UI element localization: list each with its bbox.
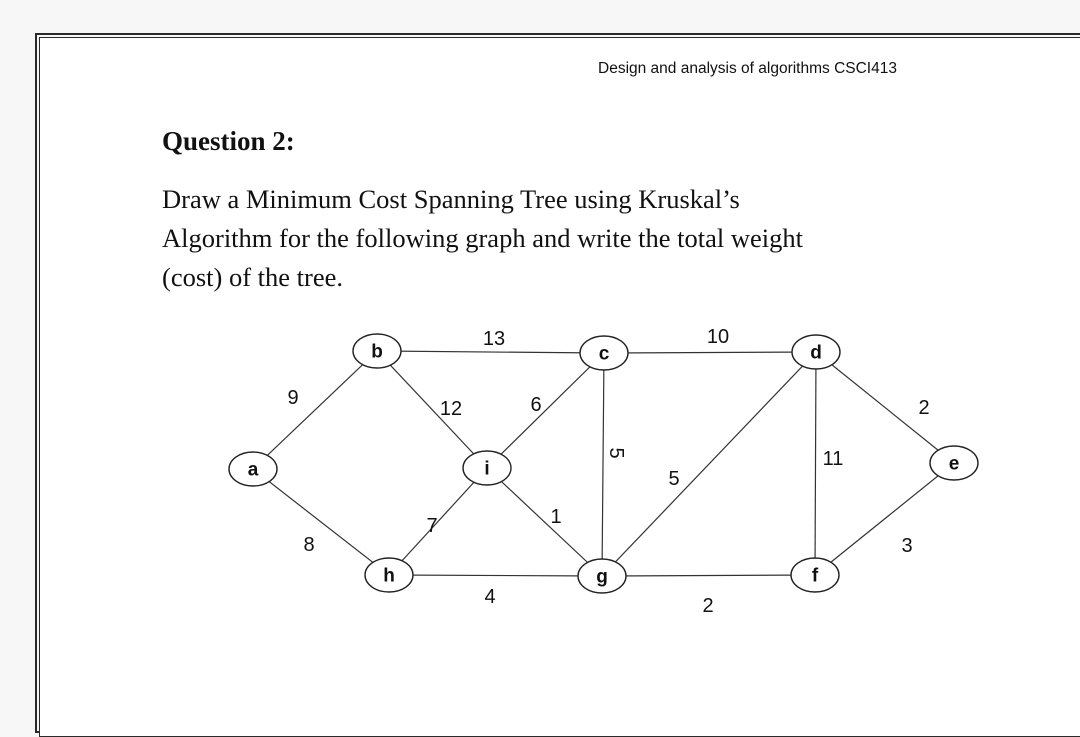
node-b — [353, 334, 401, 368]
edge-weight-d-f: 11 — [822, 448, 844, 470]
edge-h-i — [389, 468, 487, 575]
edge-c-d — [604, 352, 816, 353]
edge-a-h — [253, 469, 389, 575]
node-a-label: a — [247, 459, 259, 481]
edge-d-g — [602, 352, 816, 576]
prompt-line-3: (cost) of the tree. — [162, 262, 343, 292]
edge-weight-c-g: 5 — [605, 447, 627, 459]
edge-h-g — [389, 575, 602, 576]
node-g — [578, 559, 626, 593]
node-f — [791, 558, 839, 592]
edge-b-c — [377, 351, 604, 353]
node-f-label: f — [811, 565, 819, 587]
edge-weight-c-d: 10 — [706, 326, 730, 348]
node-d — [792, 335, 840, 369]
edge-c-g — [602, 353, 604, 576]
edge-weight-h-i: 7 — [426, 515, 438, 537]
node-i — [463, 451, 511, 485]
edge-d-e — [816, 352, 954, 463]
edge-weight-d-e: 2 — [918, 397, 930, 419]
course-header: Design and analysis of algorithms CSCI413 — [598, 60, 897, 77]
question-title: Question 2: — [162, 126, 295, 156]
node-i-label: i — [484, 458, 490, 480]
node-e — [930, 446, 978, 480]
node-h-label: h — [383, 565, 395, 587]
node-c — [580, 336, 628, 370]
edge-weight-c-i: 6 — [530, 394, 542, 416]
node-e-label: e — [948, 453, 960, 475]
prompt-line-2: Algorithm for the following graph and write the total weight — [162, 223, 804, 253]
node-a — [229, 452, 277, 486]
edge-weight-e-f: 3 — [901, 535, 913, 557]
edge-weight-a-b: 9 — [287, 387, 299, 409]
edge-b-i — [377, 351, 487, 468]
edge-d-f — [815, 352, 816, 575]
edge-g-f — [602, 575, 815, 576]
node-c-label: c — [598, 343, 610, 365]
node-b-label: b — [371, 341, 383, 363]
edge-weight-b-i: 12 — [439, 398, 463, 420]
node-g-label: g — [596, 566, 608, 588]
edge-e-f — [815, 463, 954, 575]
node-d-label: d — [810, 342, 822, 364]
edge-weight-h-g: 4 — [484, 586, 496, 608]
node-h — [365, 558, 413, 592]
edge-weight-d-g: 5 — [668, 468, 680, 490]
edge-a-b — [253, 351, 377, 469]
edge-weight-a-h: 8 — [303, 534, 315, 556]
edge-weight-g-f: 2 — [702, 595, 714, 617]
edge-weight-b-c: 13 — [482, 328, 506, 350]
edge-i-g — [487, 468, 602, 576]
edge-c-i — [487, 353, 604, 468]
prompt-line-1: Draw a Minimum Cost Spanning Tree using Kruskal’s — [162, 184, 740, 214]
edge-weight-i-g: 1 — [550, 506, 562, 528]
